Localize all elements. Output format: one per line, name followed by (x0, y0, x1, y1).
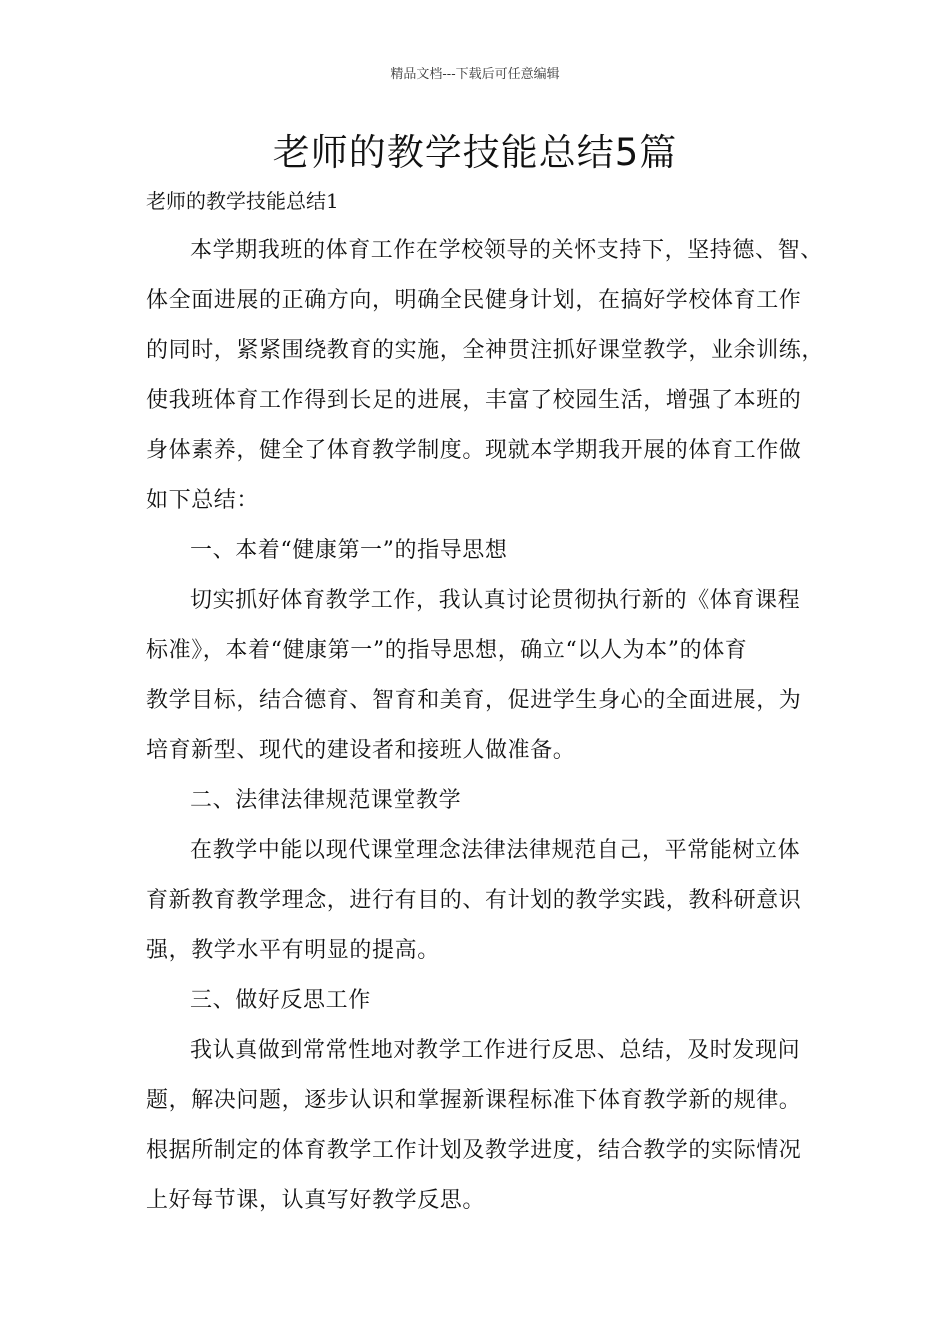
section-subtitle: 老师的教学技能总结1 (146, 189, 339, 213)
text-line: 切实抓好体育教学工作，我认真讨论贯彻执行新的《体育课程 (190, 588, 801, 613)
text-line: 本学期我班的体育工作在学校领导的关怀支持下，坚持德、智、 (190, 238, 823, 263)
text-line: 如下总结： (146, 488, 260, 513)
text-line: 根据所制定的体育教学工作计划及教学进度，结合教学的实际情况 (146, 1138, 802, 1163)
document-title: 老师的教学技能总结5篇 (272, 131, 678, 174)
text-line: 培育新型、现代的建设者和接班人做准备。 (146, 738, 576, 763)
text-line: 在教学中能以现代课堂理念法律法律规范自己，平常能树立体 (190, 838, 801, 863)
text-line: 的同时，紧紧围绕教育的实施，全神贯注抓好课堂教学，业余训练， (146, 338, 825, 363)
text-line: 标准》，本着“健康第一”的指导思想，确立“以人为本”的体育 (146, 638, 748, 663)
section-heading: 一、本着“健康第一”的指导思想 (190, 538, 508, 563)
text-line: 育新教育教学理念，进行有目的、有计划的教学实践，教科研意识 (146, 888, 802, 913)
text-line: 教学目标，结合德育、智育和美育，促进学生身心的全面进展，为 (146, 688, 802, 713)
text-line: 题，解决问题，逐步认识和掌握新课程标准下体育教学新的规律。 (146, 1088, 802, 1113)
text-line: 上好每节课，认真写好教学反思。 (146, 1188, 486, 1213)
text-line: 使我班体育工作得到长足的进展，丰富了校园生活，增强了本班的 (146, 388, 802, 413)
section-heading: 二、法律法律规范课堂教学 (190, 788, 462, 813)
text-line: 体全面进展的正确方向，明确全民健身计划，在搞好学校体育工作 (146, 288, 802, 313)
header-note: 精品文档---下载后可任意编辑 (390, 67, 560, 82)
text-line: 我认真做到常常性地对教学工作进行反思、总结，及时发现问 (190, 1038, 801, 1063)
text-line: 身体素养，健全了体育教学制度。现就本学期我开展的体育工作做 (146, 438, 802, 463)
section-heading: 三、做好反思工作 (190, 988, 371, 1013)
text-line: 强，教学水平有明显的提高。 (146, 938, 440, 963)
